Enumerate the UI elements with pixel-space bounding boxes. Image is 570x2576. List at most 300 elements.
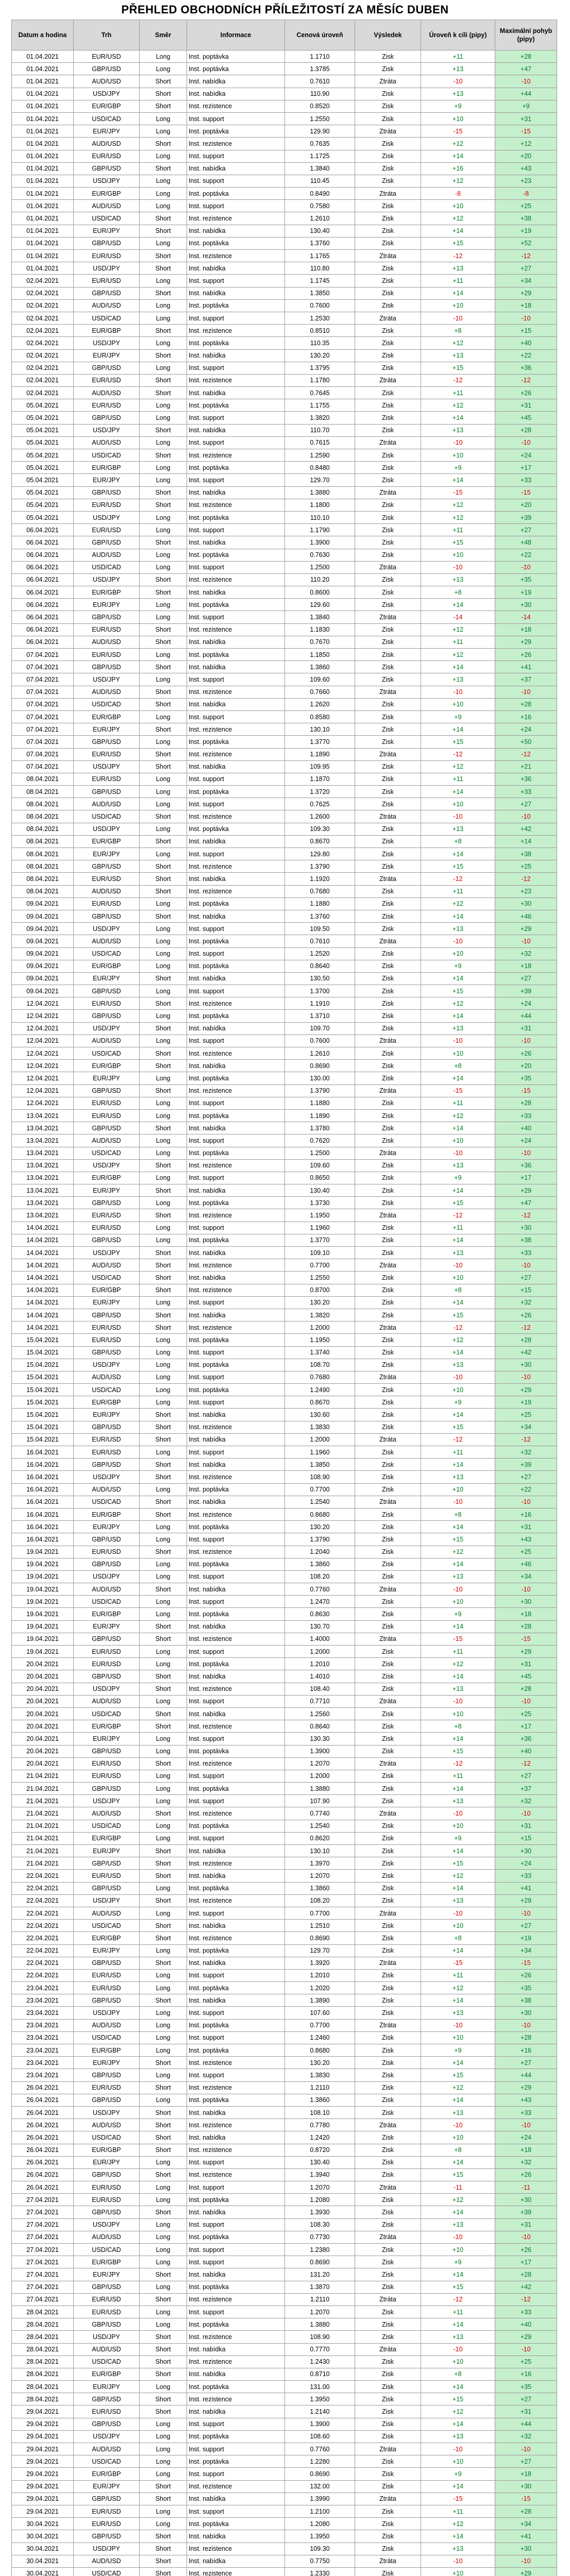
cell-price: 1.2500: [285, 1147, 355, 1159]
cell-direction: Short: [140, 225, 187, 237]
cell-date: 08.04.2021: [12, 835, 74, 848]
cell-result: Zisk: [355, 636, 421, 648]
cell-price: 1.1780: [285, 374, 355, 386]
cell-info: Inst. poptávka: [187, 2094, 285, 2106]
cell-target-pips: +13: [421, 2106, 495, 2119]
cell-result: Zisk: [355, 2256, 421, 2268]
table-row: [12, 810, 557, 823]
cell-price: 109.60: [285, 1159, 355, 1172]
cell-result: Zisk: [355, 1097, 421, 1109]
cell-market: EUR/USD: [74, 1546, 140, 1558]
cell-market: EUR/JPY: [74, 1944, 140, 1957]
cell-date: 12.04.2021: [12, 1047, 74, 1060]
cell-info: Inst. nabídka: [187, 1022, 285, 1035]
cell-target-pips: -8: [421, 188, 495, 200]
cell-market: EUR/JPY: [74, 599, 140, 611]
cell-max-pips: -12: [495, 374, 557, 386]
cell-result: Zisk: [355, 175, 421, 187]
cell-price: 1.3930: [285, 2206, 355, 2218]
cell-info: Inst. poptávka: [187, 1944, 285, 1957]
table-row: [12, 1982, 557, 1994]
cell-price: 1.1710: [285, 50, 355, 63]
cell-date: 30.04.2021: [12, 2530, 74, 2543]
cell-max-pips: +26: [495, 387, 557, 399]
cell-direction: Short: [140, 486, 187, 499]
cell-result: Zisk: [355, 1022, 421, 1035]
cell-target-pips: -10: [421, 1371, 495, 1383]
cell-result: Zisk: [355, 885, 421, 897]
cell-max-pips: +18: [495, 623, 557, 636]
cell-date: 15.04.2021: [12, 1421, 74, 1433]
cell-info: Inst. nabídka: [187, 1845, 285, 1857]
cell-direction: Short: [140, 1184, 187, 1197]
cell-price: 130.30: [285, 1733, 355, 1745]
cell-date: 09.04.2021: [12, 985, 74, 997]
cell-target-pips: -15: [421, 125, 495, 138]
cell-max-pips: +32: [495, 1795, 557, 1807]
cell-info: Inst. rezistence: [187, 499, 285, 511]
cell-direction: Long: [140, 947, 187, 960]
cell-result: Zisk: [355, 972, 421, 985]
table-row: [12, 698, 557, 710]
cell-result: Zisk: [355, 1982, 421, 1994]
cell-date: 06.04.2021: [12, 599, 74, 611]
cell-market: EUR/USD: [74, 250, 140, 262]
table-row: [12, 1646, 557, 1658]
cell-info: Inst. nabídka: [187, 1433, 285, 1446]
cell-date: 14.04.2021: [12, 1247, 74, 1259]
cell-result: Zisk: [355, 2106, 421, 2119]
cell-market: EUR/USD: [74, 748, 140, 760]
cell-market: EUR/JPY: [74, 723, 140, 736]
cell-direction: Long: [140, 1035, 187, 1047]
cell-date: 08.04.2021: [12, 860, 74, 873]
cell-max-pips: +30: [495, 1222, 557, 1234]
cell-price: 1.3820: [285, 412, 355, 424]
table-row: [12, 2418, 557, 2430]
cell-max-pips: +25: [495, 860, 557, 873]
cell-target-pips: -10: [421, 2019, 495, 2031]
cell-price: 1.3880: [285, 1783, 355, 1795]
cell-date: 05.04.2021: [12, 436, 74, 449]
cell-direction: Short: [140, 75, 187, 88]
cell-result: Zisk: [355, 2268, 421, 2281]
cell-target-pips: +12: [421, 997, 495, 1010]
cell-date: 23.04.2021: [12, 2044, 74, 2057]
table-row: [12, 1172, 557, 1184]
cell-direction: Long: [140, 1222, 187, 1234]
cell-date: 30.04.2021: [12, 2555, 74, 2567]
cell-market: GBP/USD: [74, 2281, 140, 2293]
table-row: [12, 773, 557, 785]
cell-date: 12.04.2021: [12, 1072, 74, 1084]
table-row: [12, 287, 557, 299]
table-row: [12, 1409, 557, 1421]
cell-date: 07.04.2021: [12, 698, 74, 710]
cell-result: Zisk: [355, 1309, 421, 1321]
cell-direction: Short: [140, 349, 187, 362]
cell-direction: Long: [140, 1770, 187, 1782]
cell-target-pips: -12: [421, 748, 495, 760]
cell-direction: Short: [140, 387, 187, 399]
cell-info: Inst. poptávka: [187, 299, 285, 312]
cell-target-pips: +13: [421, 1894, 495, 1907]
cell-date: 06.04.2021: [12, 636, 74, 648]
cell-date: 02.04.2021: [12, 325, 74, 337]
cell-target-pips: +8: [421, 2144, 495, 2156]
cell-direction: Short: [140, 1247, 187, 1259]
table-row: [12, 2231, 557, 2243]
cell-market: USD/CAD: [74, 2355, 140, 2368]
cell-direction: Long: [140, 897, 187, 910]
table-row: [12, 449, 557, 462]
cell-date: 01.04.2021: [12, 112, 74, 125]
table-row: [12, 1745, 557, 1757]
cell-max-pips: +24: [495, 1857, 557, 1870]
cell-date: 22.04.2021: [12, 1894, 74, 1907]
cell-direction: Long: [140, 2418, 187, 2430]
cell-market: GBP/USD: [74, 287, 140, 299]
cell-target-pips: +10: [421, 1707, 495, 1720]
cell-info: Inst. support: [187, 561, 285, 573]
cell-date: 01.04.2021: [12, 150, 74, 162]
cell-max-pips: +27: [495, 972, 557, 985]
cell-direction: Long: [140, 1147, 187, 1159]
table-row: [12, 100, 557, 112]
cell-max-pips: +34: [495, 1421, 557, 1433]
cell-max-pips: +31: [495, 2218, 557, 2231]
cell-target-pips: +14: [421, 723, 495, 736]
cell-info: Inst. support: [187, 524, 285, 536]
cell-market: AUD/USD: [74, 1695, 140, 1707]
cell-info: Inst. poptávka: [187, 511, 285, 523]
cell-market: USD/JPY: [74, 2331, 140, 2343]
cell-direction: Long: [140, 773, 187, 785]
table-row: [12, 2393, 557, 2405]
cell-target-pips: +14: [421, 1783, 495, 1795]
cell-max-pips: +52: [495, 237, 557, 249]
cell-target-pips: +14: [421, 2480, 495, 2493]
cell-price: 1.1910: [285, 997, 355, 1010]
cell-info: Inst. nabídka: [187, 162, 285, 175]
cell-price: 130.20: [285, 2057, 355, 2069]
cell-direction: Short: [140, 1857, 187, 1870]
cell-result: Zisk: [355, 1508, 421, 1520]
cell-date: 09.04.2021: [12, 897, 74, 910]
cell-price: 1.2070: [285, 2306, 355, 2318]
cell-date: 27.04.2021: [12, 2281, 74, 2293]
cell-max-pips: -12: [495, 1321, 557, 1334]
cell-target-pips: -10: [421, 2555, 495, 2567]
cell-result: Zisk: [355, 275, 421, 287]
cell-direction: Short: [140, 1047, 187, 1060]
cell-result: Ztráta: [355, 1035, 421, 1047]
cell-price: 0.8630: [285, 1608, 355, 1620]
cell-max-pips: +44: [495, 2418, 557, 2430]
cell-max-pips: +20: [495, 499, 557, 511]
cell-direction: Long: [140, 2231, 187, 2243]
cell-result: Ztráta: [355, 374, 421, 386]
cell-market: USD/JPY: [74, 175, 140, 187]
cell-info: Inst. poptávka: [187, 2281, 285, 2293]
cell-market: USD/JPY: [74, 1570, 140, 1583]
cell-date: 27.04.2021: [12, 2244, 74, 2256]
table-row: [12, 1421, 557, 1433]
cell-direction: Long: [140, 1346, 187, 1359]
table-row: [12, 1757, 557, 1770]
cell-target-pips: +11: [421, 524, 495, 536]
cell-target-pips: +14: [421, 150, 495, 162]
cell-direction: Long: [140, 1010, 187, 1022]
table-row: [12, 873, 557, 885]
table-row: [12, 2019, 557, 2031]
cell-direction: Long: [140, 1371, 187, 1383]
cell-date: 29.04.2021: [12, 2493, 74, 2505]
cell-target-pips: +9: [421, 1608, 495, 1620]
cell-date: 20.04.2021: [12, 1720, 74, 1733]
cell-market: AUD/USD: [74, 2555, 140, 2567]
cell-date: 01.04.2021: [12, 250, 74, 262]
cell-date: 20.04.2021: [12, 1695, 74, 1707]
cell-target-pips: +8: [421, 2368, 495, 2380]
table-row: [12, 623, 557, 636]
cell-info: Inst. support: [187, 2156, 285, 2168]
cell-price: 130.20: [285, 1296, 355, 1309]
cell-direction: Short: [140, 2393, 187, 2405]
cell-info: Inst. poptávka: [187, 399, 285, 412]
cell-direction: Short: [140, 1845, 187, 1857]
cell-direction: Short: [140, 2355, 187, 2368]
cell-max-pips: +46: [495, 910, 557, 922]
cell-direction: Long: [140, 2069, 187, 2081]
cell-info: Inst. rezistence: [187, 2144, 285, 2156]
cell-max-pips: -10: [495, 1496, 557, 1508]
cell-max-pips: +27: [495, 1920, 557, 1932]
cell-target-pips: -15: [421, 2493, 495, 2505]
cell-price: 130.10: [285, 1845, 355, 1857]
cell-info: Inst. support: [187, 474, 285, 486]
cell-target-pips: +10: [421, 200, 495, 212]
cell-info: Inst. rezistence: [187, 2480, 285, 2493]
cell-result: Zisk: [355, 287, 421, 299]
cell-max-pips: +26: [495, 1047, 557, 1060]
cell-target-pips: +13: [421, 1022, 495, 1035]
cell-market: USD/CAD: [74, 212, 140, 225]
cell-price: 0.8680: [285, 1508, 355, 1520]
cell-direction: Short: [140, 2368, 187, 2380]
cell-direction: Long: [140, 188, 187, 200]
table-row: [12, 486, 557, 499]
table-row: [12, 1446, 557, 1459]
cell-info: Inst. rezistence: [187, 686, 285, 698]
table-row: [12, 1159, 557, 1172]
table-row: [12, 2031, 557, 2044]
cell-price: 1.4000: [285, 1633, 355, 1645]
cell-target-pips: +14: [421, 2318, 495, 2331]
cell-price: 1.3820: [285, 1309, 355, 1321]
cell-target-pips: +8: [421, 586, 495, 599]
cell-date: 29.04.2021: [12, 2505, 74, 2517]
cell-target-pips: +11: [421, 387, 495, 399]
cell-result: Zisk: [355, 1346, 421, 1359]
cell-direction: Short: [140, 2343, 187, 2355]
table-row: [12, 1820, 557, 1832]
table-row: [12, 200, 557, 212]
cell-price: 1.3860: [285, 1558, 355, 1570]
cell-date: 26.04.2021: [12, 2094, 74, 2106]
cell-max-pips: -10: [495, 312, 557, 324]
cell-max-pips: +29: [495, 2567, 557, 2576]
cell-max-pips: +29: [495, 1184, 557, 1197]
cell-direction: Long: [140, 399, 187, 412]
cell-info: Inst. nabídka: [187, 1620, 285, 1633]
cell-result: Zisk: [355, 1969, 421, 1981]
table-row: [12, 1483, 557, 1496]
cell-target-pips: +9: [421, 960, 495, 972]
cell-date: 01.04.2021: [12, 88, 74, 100]
cell-info: Inst. support: [187, 2443, 285, 2455]
cell-target-pips: +10: [421, 2567, 495, 2576]
cell-market: AUD/USD: [74, 935, 140, 947]
cell-market: GBP/USD: [74, 2094, 140, 2106]
cell-target-pips: -10: [421, 1583, 495, 1596]
cell-date: 15.04.2021: [12, 1396, 74, 1409]
cell-result: Zisk: [355, 1596, 421, 1608]
cell-price: 1.1745: [285, 275, 355, 287]
cell-date: 29.04.2021: [12, 2443, 74, 2455]
cell-result: Zisk: [355, 1770, 421, 1782]
cell-max-pips: -10: [495, 2019, 557, 2031]
cell-price: 1.2080: [285, 2518, 355, 2530]
cell-market: EUR/JPY: [74, 125, 140, 138]
cell-price: 1.2530: [285, 312, 355, 324]
table-row: [12, 2069, 557, 2081]
cell-direction: Long: [140, 200, 187, 212]
cell-date: 22.04.2021: [12, 1944, 74, 1957]
cell-result: Zisk: [355, 897, 421, 910]
cell-direction: Short: [140, 1683, 187, 1695]
cell-direction: Short: [140, 2555, 187, 2567]
cell-max-pips: +43: [495, 162, 557, 175]
table-row: [12, 2430, 557, 2443]
table-row: [12, 2131, 557, 2144]
cell-result: Zisk: [355, 1707, 421, 1720]
cell-market: EUR/GBP: [74, 188, 140, 200]
cell-market: EUR/GBP: [74, 2468, 140, 2480]
cell-direction: Short: [140, 1920, 187, 1932]
cell-max-pips: +27: [495, 2057, 557, 2069]
cell-info: Inst. rezistence: [187, 325, 285, 337]
cell-price: 1.1920: [285, 873, 355, 885]
cell-result: Zisk: [355, 1683, 421, 1695]
cell-date: 01.04.2021: [12, 212, 74, 225]
cell-direction: Long: [140, 611, 187, 623]
cell-date: 09.04.2021: [12, 910, 74, 922]
cell-result: Zisk: [355, 985, 421, 997]
cell-info: Inst. rezistence: [187, 1471, 285, 1483]
table-row: [12, 474, 557, 486]
cell-target-pips: +14: [421, 1010, 495, 1022]
table-row: [12, 611, 557, 623]
cell-max-pips: +41: [495, 661, 557, 673]
cell-result: Zisk: [355, 623, 421, 636]
cell-direction: Long: [140, 1832, 187, 1844]
cell-info: Inst. rezistence: [187, 138, 285, 150]
cell-market: EUR/USD: [74, 1870, 140, 1882]
cell-target-pips: +10: [421, 549, 495, 561]
cell-price: 1.1800: [285, 499, 355, 511]
cell-date: 13.04.2021: [12, 1134, 74, 1147]
cell-result: Zisk: [355, 860, 421, 873]
cell-result: Ztráta: [355, 611, 421, 623]
cell-date: 21.04.2021: [12, 1807, 74, 1820]
cell-info: Inst. nabídka: [187, 2368, 285, 2380]
cell-market: USD/JPY: [74, 88, 140, 100]
cell-date: 28.04.2021: [12, 2331, 74, 2343]
cell-max-pips: +29: [495, 1384, 557, 1396]
cell-max-pips: -10: [495, 2231, 557, 2243]
cell-max-pips: -10: [495, 2343, 557, 2355]
cell-price: 0.8670: [285, 835, 355, 848]
cell-date: 02.04.2021: [12, 299, 74, 312]
cell-market: GBP/USD: [74, 1882, 140, 1894]
table-row: [12, 760, 557, 773]
column-header: Maximální pohyb (pipy): [495, 20, 557, 50]
cell-date: 08.04.2021: [12, 873, 74, 885]
cell-info: Inst. poptávka: [187, 125, 285, 138]
table-row: [12, 112, 557, 125]
cell-market: USD/CAD: [74, 561, 140, 573]
cell-date: 23.04.2021: [12, 2057, 74, 2069]
cell-market: EUR/GBP: [74, 325, 140, 337]
cell-direction: Long: [140, 2218, 187, 2231]
cell-price: 1.1950: [285, 1334, 355, 1346]
cell-result: Zisk: [355, 823, 421, 835]
cell-target-pips: -10: [421, 935, 495, 947]
cell-date: 15.04.2021: [12, 1346, 74, 1359]
cell-info: Inst. support: [187, 985, 285, 997]
cell-result: Zisk: [355, 524, 421, 536]
cell-target-pips: -12: [421, 2293, 495, 2306]
cell-market: USD/CAD: [74, 1496, 140, 1508]
cell-result: Zisk: [355, 50, 421, 63]
cell-target-pips: +15: [421, 2069, 495, 2081]
cell-market: EUR/USD: [74, 275, 140, 287]
cell-date: 26.04.2021: [12, 2144, 74, 2156]
cell-date: 13.04.2021: [12, 1209, 74, 1222]
cell-direction: Short: [140, 2480, 187, 2493]
cell-direction: Long: [140, 1097, 187, 1109]
cell-result: Zisk: [355, 1783, 421, 1795]
cell-price: 1.2490: [285, 1384, 355, 1396]
cell-info: Inst. poptávka: [187, 337, 285, 349]
cell-max-pips: +29: [495, 2081, 557, 2094]
cell-max-pips: +34: [495, 1570, 557, 1583]
cell-price: 1.3920: [285, 1957, 355, 1969]
cell-direction: Short: [140, 1496, 187, 1508]
cell-market: GBP/USD: [74, 1994, 140, 2007]
cell-market: AUD/USD: [74, 549, 140, 561]
cell-market: EUR/USD: [74, 1209, 140, 1222]
table-row: [12, 636, 557, 648]
cell-target-pips: +14: [421, 2156, 495, 2168]
cell-target-pips: +11: [421, 885, 495, 897]
page-title: PŘEHLED OBCHODNÍCH PŘÍLEŽITOSTÍ ZA MĚSÍC DUBEN: [121, 3, 449, 16]
table-row: [12, 748, 557, 760]
table-row: [12, 573, 557, 586]
table-row: [12, 412, 557, 424]
cell-result: Zisk: [355, 1994, 421, 2007]
